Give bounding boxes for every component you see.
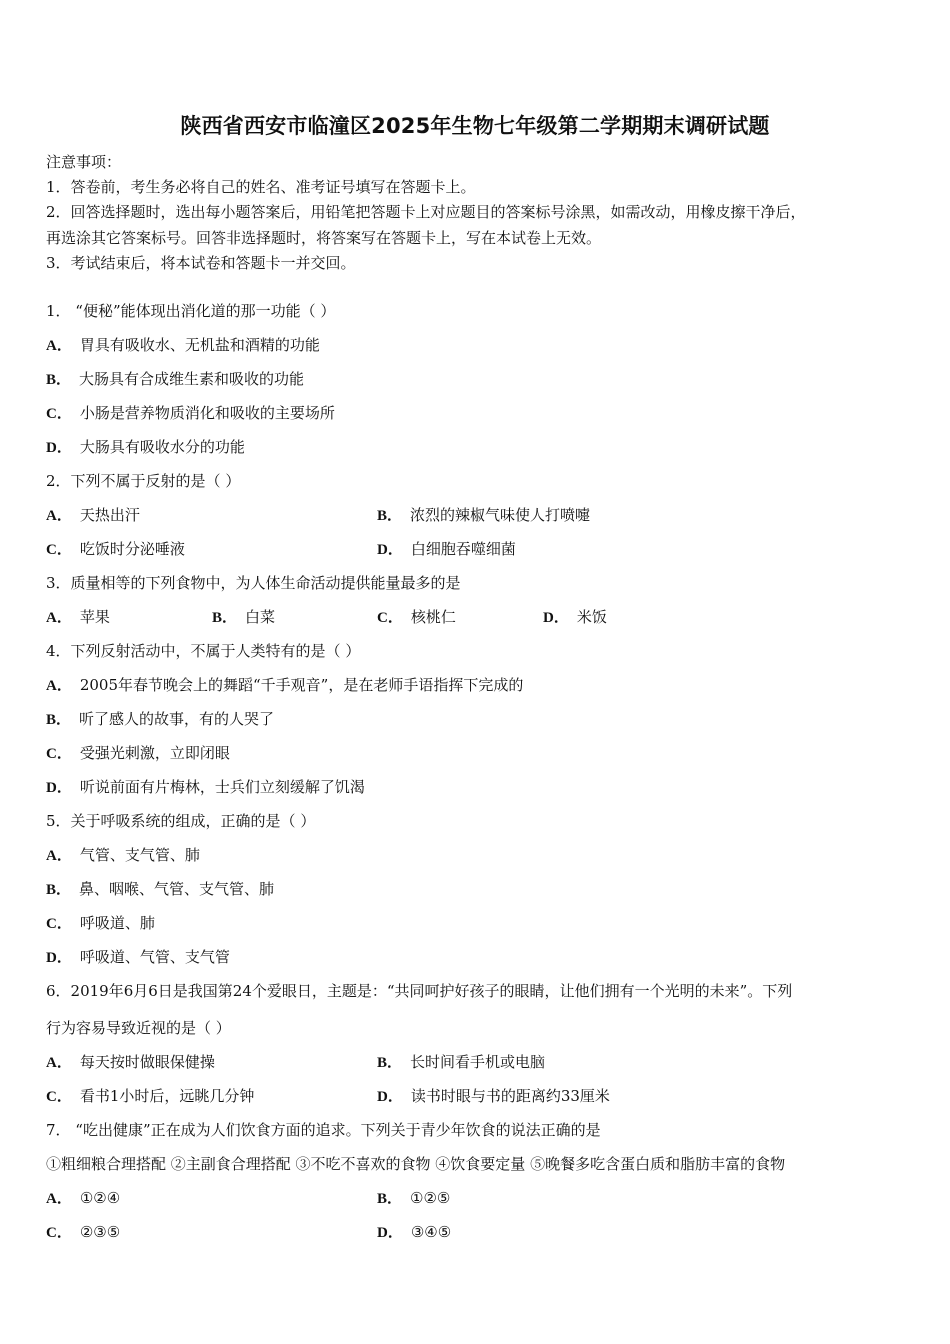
option-text: 小肠是营养物质消化和吸收的主要场所 [79, 404, 335, 422]
option-letter: D． [543, 610, 569, 626]
option [46, 505, 140, 526]
notice-item: 3．考试结束后，将本试卷和答题卡一并交回。 [46, 254, 356, 272]
option [377, 1188, 450, 1209]
option [543, 607, 607, 628]
option-letter: C． [46, 1225, 72, 1241]
option [46, 845, 200, 866]
option [46, 607, 110, 628]
option-letter: D． [377, 1225, 403, 1241]
option [46, 539, 185, 560]
option-text: 苹果 [79, 608, 110, 626]
option-text: 气管、支气管、肺 [79, 846, 200, 864]
option-text: 胃具有吸收水、无机盐和酒精的功能 [79, 336, 320, 354]
option [46, 913, 155, 934]
notice-item: 再选涂其它答案标号。回答非选择题时，将答案写在答题卡上，写在本试卷上无效。 [46, 229, 602, 247]
option-letter: B． [377, 1191, 403, 1207]
option-text: 听了感人的故事，有的人哭了 [79, 710, 275, 728]
question-stem: 6．2019年6月6日是我国第24个爱眼日，主题是：“共同呵护好孩子的眼睛，让他们拥有一个光明的未来”。下列 [46, 982, 793, 1000]
option-letter: C． [377, 610, 403, 626]
option [46, 1188, 120, 1209]
option-letter: B． [46, 372, 72, 388]
option-text: 2005年春节晚会上的舞蹈“千手观音”，是在老师手语指挥下完成的 [79, 676, 524, 694]
question-stem: 4．下列反射活动中，不属于人类特有的是（ ） [46, 642, 361, 660]
option [377, 1052, 545, 1073]
notice-heading: 注意事项： [46, 153, 122, 171]
question-stem: 1． “便秘”能体现出消化道的那一功能（ ） [46, 302, 336, 320]
option [46, 437, 245, 458]
option-letter: A． [46, 1055, 72, 1071]
option-text: 大肠具有吸收水分的功能 [79, 438, 245, 456]
option-text: 听说前面有片梅林，士兵们立刻缓解了饥渴 [79, 778, 365, 796]
option [46, 403, 335, 424]
option-letter: A． [46, 848, 72, 864]
question-stem: 7． “吃出健康”正在成为人们饮食方面的追求。下列关于青少年饮食的说法正确的是 [46, 1121, 601, 1139]
option-text: 呼吸道、肺 [79, 914, 155, 932]
option-letter: D． [46, 780, 72, 796]
option-text: ②③⑤ [79, 1223, 121, 1241]
question-stem: 2．下列不属于反射的是（ ） [46, 472, 241, 490]
option [46, 1052, 215, 1073]
option [212, 607, 275, 628]
option [377, 1086, 610, 1107]
option [46, 879, 274, 900]
option-text: 核桃仁 [410, 608, 456, 626]
option-text: 受强光刺激，立即闭眼 [79, 744, 230, 762]
option-text: 每天按时做眼保健操 [79, 1053, 215, 1071]
question-stem: 5．关于呼吸系统的组成，正确的是（ ） [46, 812, 316, 830]
option-text: 大肠具有合成维生素和吸收的功能 [79, 370, 305, 388]
option-letter: B． [212, 610, 238, 626]
option-letter: A． [46, 508, 72, 524]
option-text: 白细胞吞噬细菌 [410, 540, 516, 558]
option [46, 777, 365, 798]
option [377, 505, 590, 526]
option-text: ①②⑤ [410, 1189, 451, 1207]
option [46, 335, 320, 356]
option-letter: B． [377, 1055, 403, 1071]
option-letter: D． [46, 950, 72, 966]
option-letter: A． [46, 338, 72, 354]
notice-item: 2．回答选择题时，选出每小题答案后，用铅笔把答题卡上对应题目的答案标号涂黑，如需改动，用橡皮擦干净后， [46, 203, 806, 221]
option-text: 读书时眼与书的距离约33厘米 [410, 1087, 610, 1105]
option-letter: A． [46, 610, 72, 626]
option-letter: D． [377, 1089, 403, 1105]
option-letter: C． [46, 542, 72, 558]
option-letter: B． [46, 882, 72, 898]
option-letter: D． [377, 542, 403, 558]
option-text: 米饭 [576, 608, 607, 626]
option-text: 浓烈的辣椒气味使人打喷嚏 [410, 506, 591, 524]
option-letter: C． [46, 916, 72, 932]
option-letter: A． [46, 1191, 72, 1207]
option [46, 1222, 120, 1243]
option-text: 鼻、咽喉、气管、支气管、肺 [79, 880, 275, 898]
option-letter: B． [377, 508, 403, 524]
option [46, 947, 230, 968]
option-letter: D． [46, 440, 72, 456]
option-text: 呼吸道、气管、支气管 [79, 948, 230, 966]
option-letter: A． [46, 678, 72, 694]
option [377, 607, 456, 628]
option-text: 看书1小时后，远眺几分钟 [79, 1087, 255, 1105]
question-stem-continued: 行为容易导致近视的是（ ） [46, 1019, 231, 1037]
option [377, 1222, 451, 1243]
option [46, 369, 304, 390]
option [46, 709, 274, 730]
option-text: ①②④ [79, 1189, 121, 1207]
option-text: 天热出汗 [79, 506, 140, 524]
question-stem: 3．质量相等的下列食物中，为人体生命活动提供能量最多的是 [46, 574, 461, 592]
option [46, 1086, 254, 1107]
page-title: 陕西省西安市临潼区2025年生物七年级第二学期期末调研试题 [180, 114, 770, 138]
option-text: 吃饭时分泌唾液 [79, 540, 185, 558]
question-choices-list: ①粗细粮合理搭配 ②主副食合理搭配 ③不吃不喜欢的食物 ④饮食要定量 ⑤晚餐多吃含蛋白质和脂肪丰富的食物 [46, 1155, 786, 1173]
option-letter: C． [46, 746, 72, 762]
option-letter: C． [46, 406, 72, 422]
option-text: ③④⑤ [410, 1223, 452, 1241]
option-letter: B． [46, 712, 72, 728]
notice-item: 1．答卷前，考生务必将自己的姓名、准考证号填写在答题卡上。 [46, 178, 476, 196]
option [46, 743, 230, 764]
option-text: 长时间看手机或电脑 [410, 1053, 546, 1071]
option [377, 539, 516, 560]
option-text: 白菜 [245, 608, 276, 626]
option-letter: C． [46, 1089, 72, 1105]
option [46, 675, 523, 696]
